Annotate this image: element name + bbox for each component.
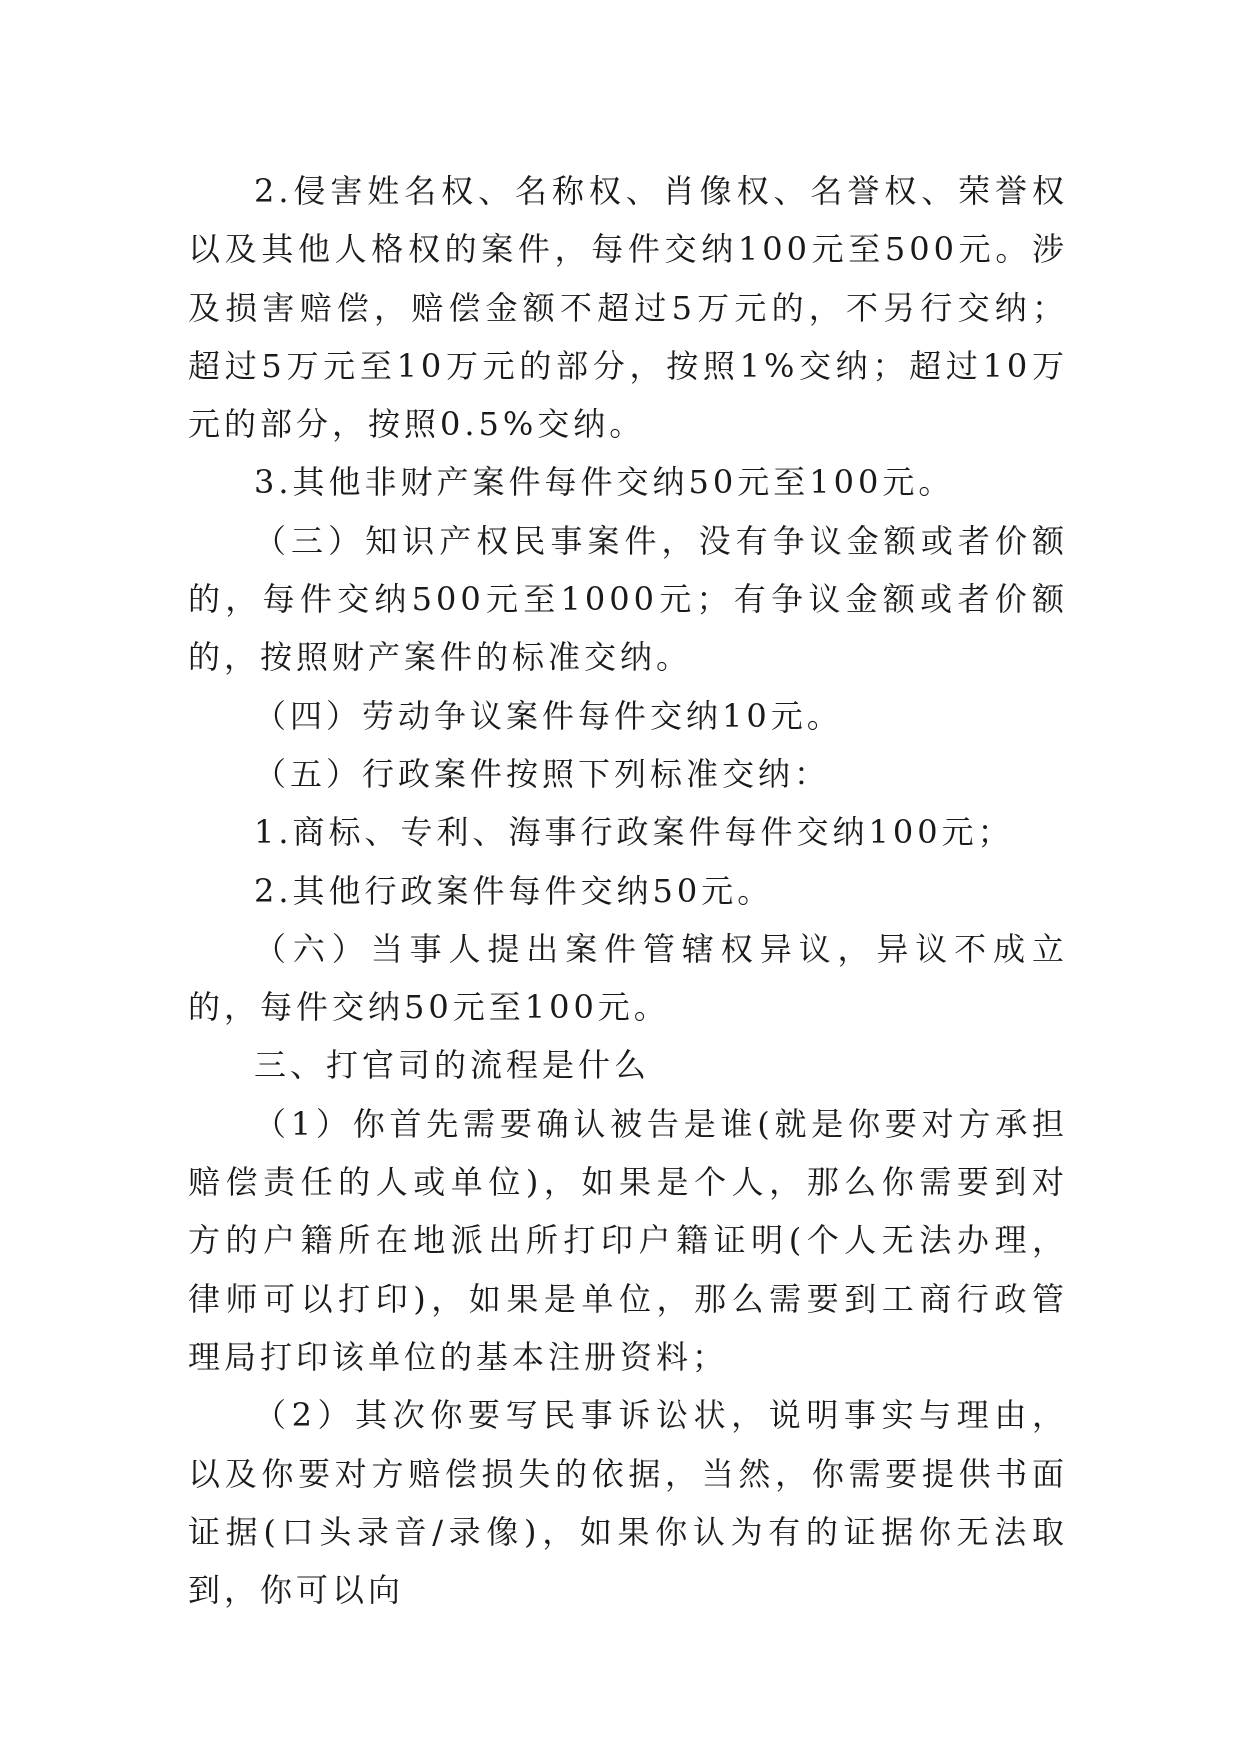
paragraph-trademark-patent-fee: 1.商标、专利、海事行政案件每件交纳100元； bbox=[254, 813, 1014, 852]
paragraph-step-1: （1）你首先需要确认被告是谁(就是你要对方承担赔偿责任的人或单位)，如果是个人，那么你需要到对方的户籍所在地派出所打印户籍证明(个人无法办理，律师可以打印)，如果是单位，那么需要到工商行政管理局打印该单位的基本注册资料； bbox=[188, 1104, 1068, 1376]
paragraph-step-2: （2）其次你要写民事诉讼状，说明事实与理由，以及你要对方赔偿损失的依据，当然，你需要提供书面证据(口头录音/录像)，如果你认为有的证据你无法取到，你可以向 bbox=[188, 1396, 1068, 1610]
paragraph-labor-dispute-fee: （四）劳动争议案件每件交纳10元。 bbox=[254, 696, 843, 735]
paragraph-jurisdiction-objection-fee: （六）当事人提出案件管辖权异议，异议不成立的，每件交纳50元至100元。 bbox=[188, 929, 1068, 1027]
paragraph-other-non-property-fee: 3.其他非财产案件每件交纳50元至100元。 bbox=[254, 463, 955, 502]
paragraph-administrative-fee-heading: （五）行政案件按照下列标准交纳： bbox=[254, 754, 831, 793]
section-heading-litigation-process: 三、打官司的流程是什么 bbox=[254, 1046, 651, 1085]
paragraph-ip-civil-fee: （三）知识产权民事案件，没有争议金额或者价额的，每件交纳500元至1000元；有争议金额或者价额的，按照财产案件的标准交纳。 bbox=[188, 521, 1068, 677]
paragraph-other-administrative-fee: 2.其他行政案件每件交纳50元。 bbox=[254, 871, 774, 910]
paragraph-personality-rights-fee: 2.侵害姓名权、名称权、肖像权、名誉权、荣誉权以及其他人格权的案件，每件交纳100元至500元。涉及损害赔偿，赔偿金额不超过5万元的，不另行交纳；超过5万元至10万元的部分，按照1%交纳；超过10万元的部分，按照0.5%交纳。 bbox=[188, 172, 1068, 444]
document-body bbox=[188, 162, 1068, 1619]
